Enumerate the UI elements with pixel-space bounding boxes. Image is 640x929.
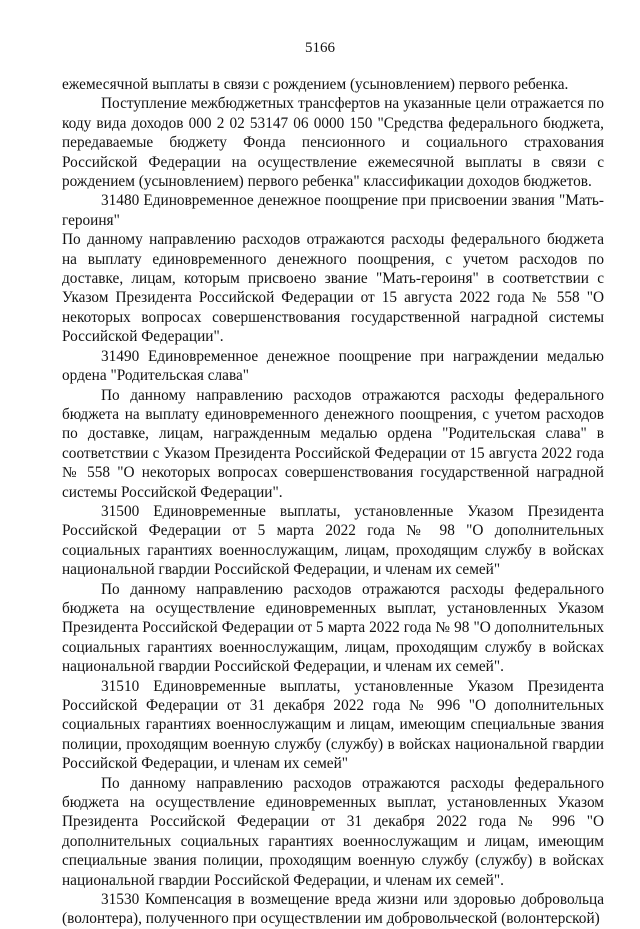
heading-31530: 31530 Компенсация в возмещение вреда жизни или здоровью добровольца (волонтера), полученного при осуществлении им добровольческой (волонтерской) [62, 891, 604, 928]
paragraph-31500-description: По данному направлению расходов отражаются расходы федерального бюджета на осуществление единовременных выплат, установленных Указом Президента Российской Федерации от 5 марта 2022 года № 98 "О дополнительных социальных гарантиях военнослужащим, лицам, проходящим службу в войсках национальной гвардии Российской Федерации, и членам их семей". [62, 580, 604, 676]
paragraph-continuation: ежемесячной выплаты в связи с рождением (усыновлением) первого ребенка. [62, 76, 569, 93]
paragraph-31510-description: По данному направлению расходов отражаются расходы федерального бюджета на осуществление единовременных выплат, установленных Указом Президента Российской Федерации от 31 декабря 2022 года № 996 "О дополнительных социальных гарантиях военнослужащим и лицам, имеющим специальные звания полиции, проходящим военную службу (службу) в войсках национальной гвардии Российской Федерации, и членам их семей". [62, 774, 604, 889]
page-number: 5166 [305, 40, 335, 56]
heading-31480: 31480 Единовременное денежное поощрение при присвоении звания "Мать-героиня" [62, 192, 604, 229]
document-body [62, 75, 604, 929]
paragraph-31490-description: По данному направлению расходов отражаются расходы федерального бюджета на выплату единовременного денежного поощрения, с учетом расходов по доставке, лицам, награжденным медалью ордена "Родительская слава" в соответствии с Указом Президента Российской Федерации от 15 августа 2022 года № 558 "О некоторых вопросах совершенствования государственной наградной системы Российской Федерации". [62, 386, 604, 501]
paragraph-31480-description: По данному направлению расходов отражаются расходы федерального бюджета на выплату единовременного денежного поощрения, с учетом расходов по доставке, лицам, которым присвоено звание "Мать-героиня" в соответствии с Указом Президента Российской Федерации от 15 августа 2022 года № 558 "О некоторых вопросах совершенствования государственной наградной системы Российской Федерации". [62, 231, 604, 346]
heading-31510: 31510 Единовременные выплаты, установленные Указом Президента Российской Федерации от 31 декабря 2022 года № 996 "О дополнительных социальных гарантиях военнослужащим и лицам, имеющим специальные звания полиции, проходящим военную службу (службу) в войсках национальной гвардии Российской Федерации, и членам их семей" [62, 677, 604, 773]
heading-31500: 31500 Единовременные выплаты, установленные Указом Президента Российской Федерации от 5 марта 2022 года № 98 "О дополнительных социальных гарантиях военнослужащим, лицам, проходящим службу в войсках национальной гвардии Российской Федерации, и членам их семей" [62, 502, 604, 579]
paragraph-transfers-income-code: Поступление межбюджетных трансфертов на указанные цели отражается по коду вида доходов 000 2 02 53147 06 0000 150 "Средства федерального бюджета, передаваемые бюджету Фонда пенсионного и социального страхования Российской Федерации на осуществление ежемесячной выплаты в связи с рождением (усыновлением) первого ребенка" классификации доходов бюджетов. [62, 95, 604, 191]
heading-31490: 31490 Единовременное денежное поощрение при награждении медалью ордена "Родительская слава" [62, 347, 604, 385]
